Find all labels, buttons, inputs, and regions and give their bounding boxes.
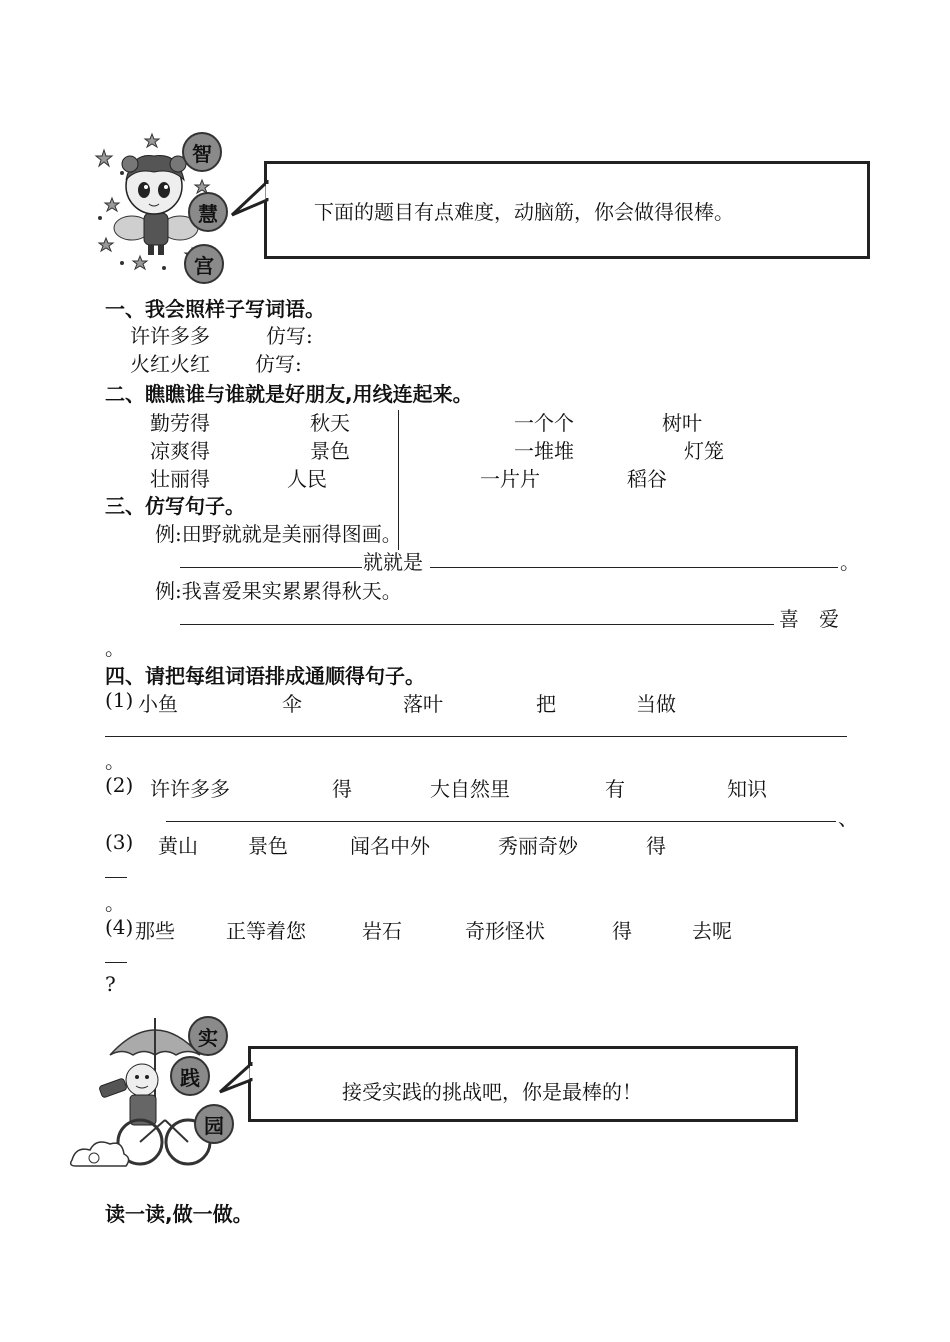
match-left-b-3: 人民 xyxy=(287,467,327,491)
sentence-end-2: 。 xyxy=(105,636,125,660)
answer-line-3a[interactable] xyxy=(180,567,362,568)
badge-jian: 践 xyxy=(170,1056,210,1096)
q4-word-6: 去呢 xyxy=(692,919,732,943)
answer-line-q4[interactable] xyxy=(105,962,127,963)
q1-word-5: 当做 xyxy=(636,692,676,716)
q3-word-1: 黄山 xyxy=(158,834,198,858)
match-left-a-3: 壮丽得 xyxy=(150,467,210,491)
answer-line-q1[interactable] xyxy=(105,736,847,737)
q2-word-5: 知识 xyxy=(727,777,767,801)
match-left-a-2: 凉爽得 xyxy=(150,439,210,463)
section-1-word-1: 许许多多 xyxy=(130,324,210,348)
section-1-prompt-1: 仿写: xyxy=(266,324,313,348)
badge-gong: 宫 xyxy=(184,244,224,284)
q1-word-4: 把 xyxy=(536,692,556,716)
answer-line-3c[interactable] xyxy=(180,624,774,625)
match-right-b-1: 树叶 xyxy=(662,411,702,435)
q4-word-1: 那些 xyxy=(135,919,175,943)
q4-word-3: 岩石 xyxy=(362,919,402,943)
q4-end: ? xyxy=(105,972,116,996)
badge-hui: 慧 xyxy=(188,192,228,232)
q3-label: (3) xyxy=(105,830,134,854)
example-sentence-2: 例:我喜爱果实累累得秋天。 xyxy=(155,579,402,603)
q4-label: (4) xyxy=(105,915,134,939)
section-3-heading: 三、仿写句子。 xyxy=(105,494,245,518)
match-left-b-2: 景色 xyxy=(310,439,350,463)
q1-word-1: 小鱼 xyxy=(138,692,178,716)
q1-label: (1) xyxy=(105,688,134,712)
bubble-text-bottom: 接受实践的挑战吧，你是最棒的！ xyxy=(342,1080,642,1104)
q2-word-4: 有 xyxy=(605,777,625,801)
q2-label: (2) xyxy=(105,773,134,797)
speech-bubble-tail xyxy=(230,180,272,222)
q1-word-3: 落叶 xyxy=(403,692,443,716)
badge-zhi: 智 xyxy=(182,132,222,172)
wisdom-palace-banner xyxy=(92,128,872,278)
match-right-a-1: 一个个 xyxy=(514,411,574,435)
q3-word-5: 得 xyxy=(646,834,666,858)
practice-garden-banner xyxy=(70,1010,800,1175)
sentence-tail-2: 喜 爱 xyxy=(779,607,839,631)
q3-end: 。 xyxy=(105,891,125,915)
badge-yuan: 园 xyxy=(194,1104,234,1144)
footer-instruction: 读一读,做一做。 xyxy=(105,1202,253,1226)
q3-word-3: 闻名中外 xyxy=(350,834,430,858)
q4-word-2: 正等着您 xyxy=(226,919,306,943)
bubble-text-top: 下面的题目有点难度，动脑筋，你会做得很棒。 xyxy=(314,200,734,224)
answer-line-q3[interactable] xyxy=(105,877,127,878)
section-1-heading: 一、我会照样子写词语。 xyxy=(105,297,325,321)
q4-word-5: 得 xyxy=(612,919,632,943)
speech-bubble-tail-bottom xyxy=(218,1062,256,1098)
q2-word-2: 得 xyxy=(332,777,352,801)
badge-shi: 实 xyxy=(188,1016,228,1056)
q2-word-3: 大自然里 xyxy=(430,777,510,801)
answer-line-3b[interactable] xyxy=(430,567,838,568)
q1-end: 。 xyxy=(105,749,125,773)
match-left-a-1: 勤劳得 xyxy=(150,411,210,435)
q4-word-4: 奇形怪状 xyxy=(465,919,545,943)
match-left-b-1: 秋天 xyxy=(310,411,350,435)
q1-word-2: 伞 xyxy=(282,692,302,716)
match-right-a-3: 一片片 xyxy=(480,467,540,491)
section-2-heading: 二、瞧瞧谁与谁就是好朋友,用线连起来。 xyxy=(105,382,473,406)
q3-word-2: 景色 xyxy=(248,834,288,858)
answer-line-q2[interactable] xyxy=(166,821,836,822)
example-sentence-1: 例:田野就就是美丽得图画。 xyxy=(155,522,402,546)
match-right-b-3: 稻谷 xyxy=(627,467,667,491)
match-right-a-2: 一堆堆 xyxy=(514,439,574,463)
q3-word-4: 秀丽奇妙 xyxy=(498,834,578,858)
sentence-connector-1: 就就是 xyxy=(363,550,423,574)
section-1-prompt-2: 仿写: xyxy=(255,352,302,376)
section-4-heading: 四、请把每组词语排成通顺得句子。 xyxy=(105,664,425,688)
q2-word-1: 许许多多 xyxy=(150,777,230,801)
sentence-end-1: 。 xyxy=(840,550,860,574)
section-1-word-2: 火红火红 xyxy=(130,352,210,376)
match-right-b-2: 灯笼 xyxy=(684,439,724,463)
q2-end: 、 xyxy=(838,806,858,830)
